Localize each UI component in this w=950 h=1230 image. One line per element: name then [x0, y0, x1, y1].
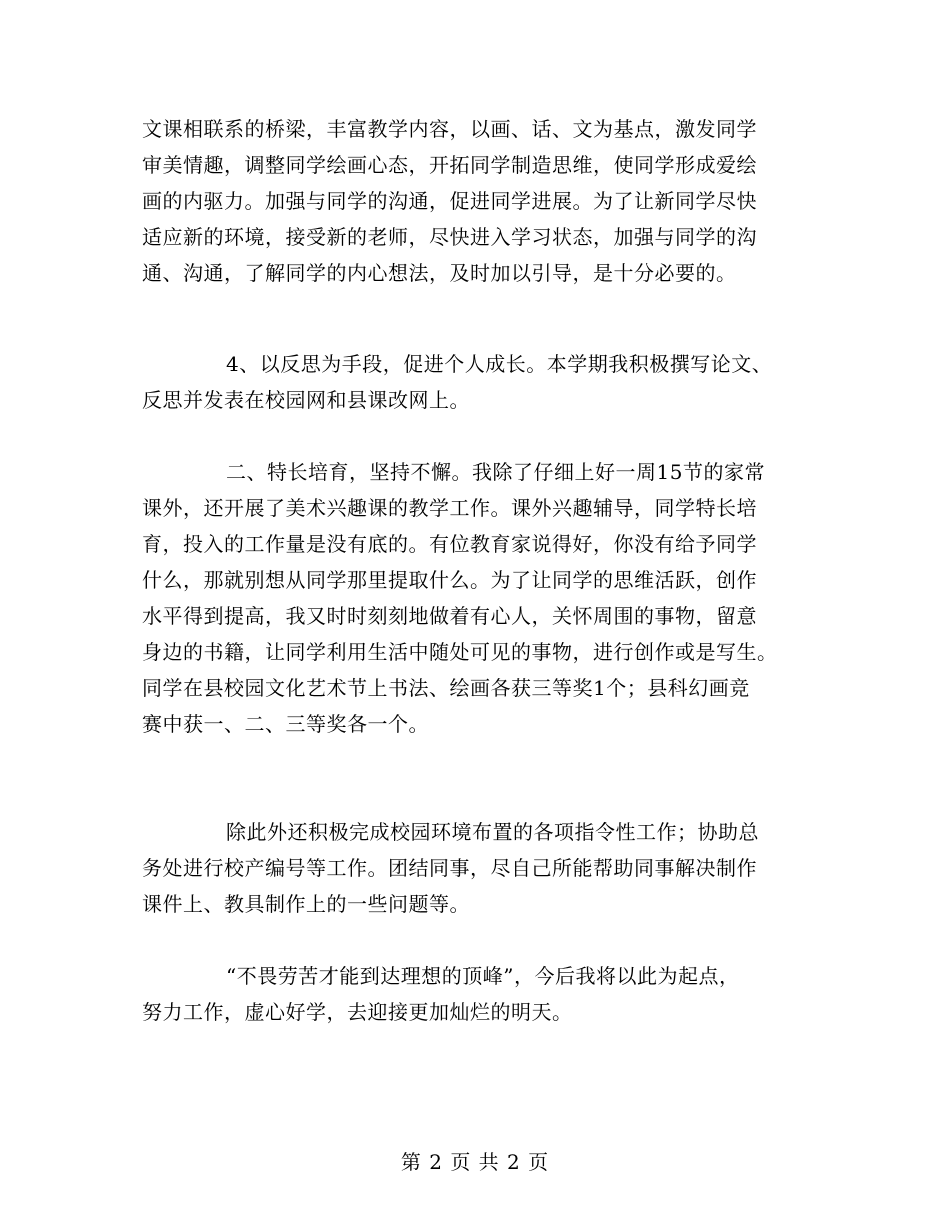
text-line: 反思并发表在校园网和县课改网上。	[142, 388, 470, 412]
text-line: “不畏劳苦才能到达理想的顶峰”，今后我将以此为起点，	[226, 964, 740, 988]
text-line: 审美情趣，调整同学绘画心态，开拓同学制造思维，使同学形成爱绘	[142, 153, 757, 177]
paragraph-other-work	[142, 814, 822, 922]
text-line: 画的内驱力。加强与同学的沟通，促进同学进展。为了让新同学尽快	[142, 189, 757, 213]
page-number-footer: 第 2 页 共 2 页	[400, 1150, 550, 1174]
text-line: 水平得到提高，我又时时刻刻地做着有心人，关怀周围的事物，留意	[142, 604, 757, 628]
text-line: 通、沟通，了解同学的内心想法，及时加以引导，是十分必要的。	[142, 261, 737, 285]
text-line: 除此外还积极完成校园环境布置的各项指令性工作；协助总	[226, 820, 759, 844]
paragraph-teaching-method	[142, 111, 822, 291]
text-line: 课件上、教具制作上的一些问题等。	[142, 892, 470, 916]
paragraph-conclusion	[142, 958, 822, 1030]
text-line: 赛中获一、二、三等奖各一个。	[142, 712, 429, 736]
text-line: 育，投入的工作量是没有底的。有位教育家说得好，你没有给予同学	[142, 532, 757, 556]
paragraph-reflection	[142, 346, 822, 418]
text-line: 身边的书籍，让同学利用生活中随处可见的事物，进行创作或是写生。	[142, 640, 778, 664]
text-line: 文课相联系的桥梁，丰富教学内容，以画、话、文为基点，激发同学	[142, 117, 757, 141]
paragraph-talent-training	[142, 454, 822, 742]
text-line: 课外，还开展了美术兴趣课的教学工作。课外兴趣辅导，同学特长培	[142, 496, 757, 520]
text-line: 4、以反思为手段，促进个人成长。本学期我积极撰写论文、	[226, 352, 773, 376]
text-line: 努力工作，虚心好学，去迎接更加灿烂的明天。	[142, 1000, 573, 1024]
text-line: 二、特长培育，坚持不懈。我除了仔细上好一周15节的家常	[226, 460, 765, 484]
text-line: 适应新的环境，接受新的老师，尽快进入学习状态，加强与同学的沟	[142, 225, 757, 249]
text-line: 同学在县校园文化艺术节上书法、绘画各获三等奖1个；县科幻画竞	[142, 676, 750, 700]
text-line: 什么，那就别想从同学那里提取什么。为了让同学的思维活跃，创作	[142, 568, 757, 592]
text-line: 务处进行校产编号等工作。团结同事，尽自己所能帮助同事解决制作	[142, 856, 757, 880]
